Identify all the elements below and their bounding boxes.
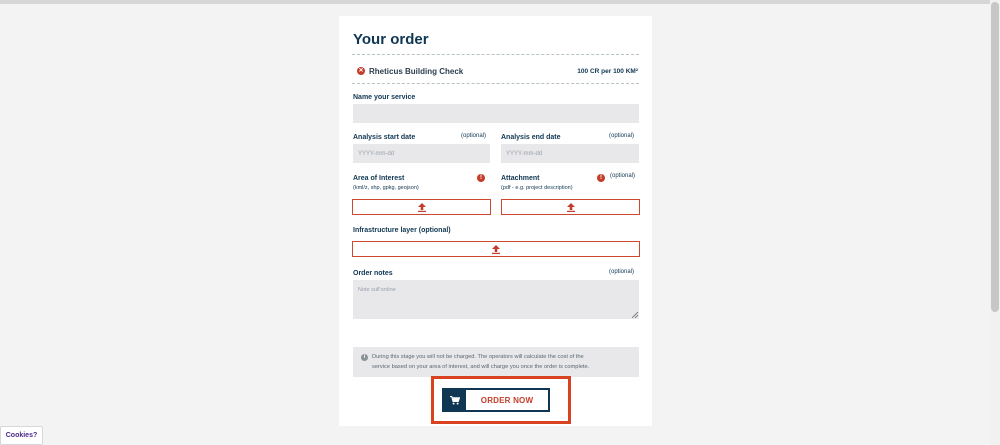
start-date-placeholder: YYYY-mm-dd [358, 150, 395, 157]
area-of-interest-label: Area of Interest [353, 175, 405, 182]
info-icon[interactable]: ! [597, 174, 605, 182]
end-date-optional: (optional) [609, 133, 635, 139]
upload-icon [418, 203, 426, 212]
order-notes-label: Order notes [353, 270, 393, 277]
cart-icon [444, 390, 466, 410]
scrollbar-thumb[interactable] [991, 2, 999, 312]
product-name: Rheticus Building Check [369, 66, 464, 76]
order-now-button[interactable] [442, 388, 550, 412]
close-circle-icon[interactable]: ✕ [358, 68, 364, 74]
attachment-optional: (optional) [610, 173, 636, 179]
resize-handle-icon[interactable] [632, 312, 638, 318]
service-name-label: Name your service [353, 94, 416, 101]
order-product-row [357, 65, 638, 77]
attachment-label: Attachment [501, 175, 540, 182]
order-title: Your order [353, 31, 429, 48]
infrastructure-layer-upload[interactable] [352, 241, 640, 257]
attachment-hint: (pdf - e.g. project description) [501, 185, 573, 191]
upload-icon [492, 245, 500, 254]
divider [352, 83, 639, 84]
divider [352, 54, 639, 55]
order-notes-placeholder: Note sull'ordine [358, 287, 396, 293]
end-date-input[interactable] [501, 144, 639, 163]
charge-notice [353, 347, 639, 377]
end-date-placeholder: YYYY-mm-dd [506, 150, 543, 157]
scrollbar[interactable] [990, 0, 1000, 445]
notice-text [372, 353, 589, 372]
upload-icon [567, 203, 575, 212]
info-icon: i [361, 354, 368, 361]
info-icon[interactable]: ! [477, 174, 485, 182]
end-date-label: Analysis end date [501, 134, 561, 141]
order-notes-textarea[interactable] [353, 280, 639, 319]
area-of-interest-hint: (kml/z, shp, gpkg, geojson) [353, 185, 419, 191]
notice-text-line: service based on your area of interest, and will charge you once the order is complete. [372, 363, 590, 370]
notice-text-line: During this stage you will not be charged. The operators will calculate the cost of the [372, 354, 584, 360]
cookies-button[interactable]: Cookies? [0, 426, 43, 445]
browser-top-edge [0, 0, 990, 4]
attachment-upload[interactable] [501, 199, 640, 215]
order-card [339, 16, 652, 426]
order-notes-optional: (optional) [609, 269, 635, 275]
area-of-interest-upload[interactable] [352, 199, 491, 215]
order-now-label: ORDER NOW [480, 395, 534, 405]
service-name-input[interactable] [353, 104, 639, 123]
start-date-optional: (optional) [461, 133, 487, 139]
product-price: 100 CR per 100 KM² [577, 67, 638, 75]
start-date-input[interactable] [353, 144, 490, 163]
infrastructure-layer-label: Infrastructure layer (optional) [353, 227, 451, 234]
start-date-label: Analysis start date [353, 134, 416, 141]
